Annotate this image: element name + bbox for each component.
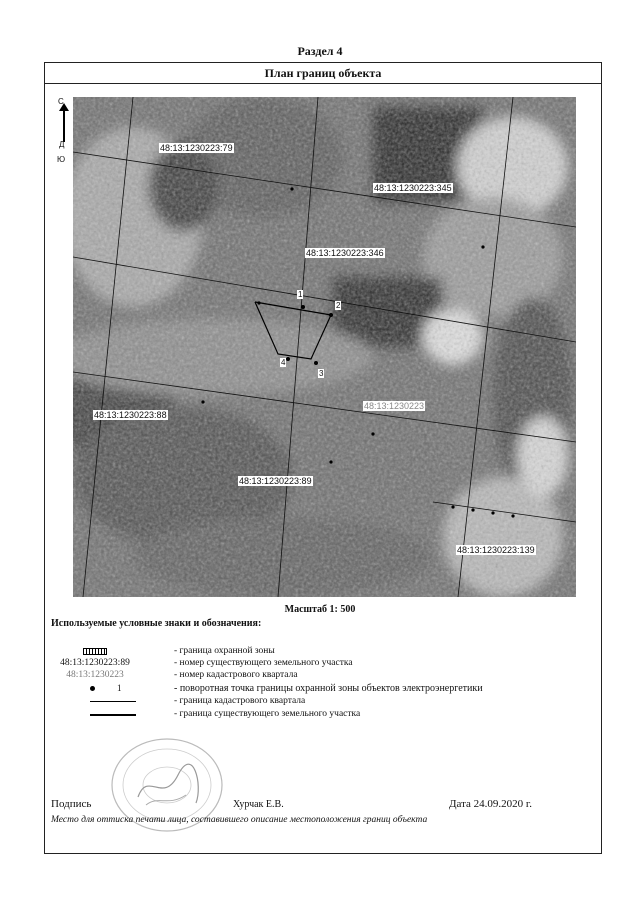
point-label: 2 — [336, 301, 341, 310]
parcel-number-symbol: 48:13:1230223:89 — [60, 658, 130, 668]
signature-date: Дата 24.09.2020 г. — [449, 798, 532, 810]
legend-title: Используемые условные знаки и обозначения: — [51, 618, 262, 629]
parcel-label: 48:13:1230223:79 — [160, 143, 233, 153]
parcel-boundary-symbol — [90, 714, 136, 716]
parcel-label: 48:13:1230223:139 — [457, 545, 535, 555]
legend-text: - граница охранной зоны — [174, 646, 275, 656]
quarter-label: 48:13:1230223 — [364, 401, 425, 411]
aerial-map[interactable] — [73, 97, 576, 597]
quarter-number-symbol: 48:13:1230223 — [66, 670, 124, 680]
zone-boundary-symbol — [40, 648, 150, 658]
point-label: 1 — [298, 290, 303, 299]
point-number-symbol: 1 — [117, 683, 122, 693]
quarter-boundary-symbol — [90, 701, 136, 702]
legend-row — [0, 696, 560, 709]
legend-text: - номер кадастрового квартала — [174, 670, 298, 680]
legend-row — [0, 683, 560, 696]
legend-text: - поворотная точка границы охранной зоны объектов электроэнергетики — [174, 683, 483, 694]
point-label: 4 — [281, 358, 286, 367]
middle-label: Д — [59, 140, 65, 149]
stamp-note: Место для оттиска печати лица, составившего описание местоположения границ объекта — [51, 815, 428, 825]
signer-name: Хурчак Е.В. — [233, 799, 284, 810]
map-texture — [73, 97, 576, 597]
legend-text: - номер существующего земельного участка — [174, 658, 353, 668]
north-arrow-icon — [63, 106, 65, 142]
parcel-label: 48:13:1230223:346 — [306, 248, 384, 258]
legend-row — [0, 670, 560, 683]
signature-label: Подпись — [51, 798, 92, 810]
point-dot-icon — [90, 686, 95, 691]
legend-row — [0, 709, 560, 722]
plan-title: План границ объекта — [44, 62, 602, 84]
parcel-label: 48:13:1230223:345 — [374, 183, 452, 193]
legend-text: - граница кадастрового квартала — [174, 696, 306, 706]
parcel-label: 48:13:1230223:89 — [239, 476, 312, 486]
point-label: 3 — [319, 369, 324, 378]
north-label: С — [58, 97, 64, 106]
scale-label: Масштаб 1: 500 — [284, 604, 356, 615]
section-title: Раздел 4 — [297, 44, 343, 58]
map-svg — [73, 97, 576, 597]
parcel-label: 48:13:1230223:88 — [94, 410, 167, 420]
south-label: Ю — [57, 155, 66, 164]
arrowhead-icon — [59, 103, 69, 111]
legend-text: - граница существующего земельного участка — [174, 709, 361, 719]
